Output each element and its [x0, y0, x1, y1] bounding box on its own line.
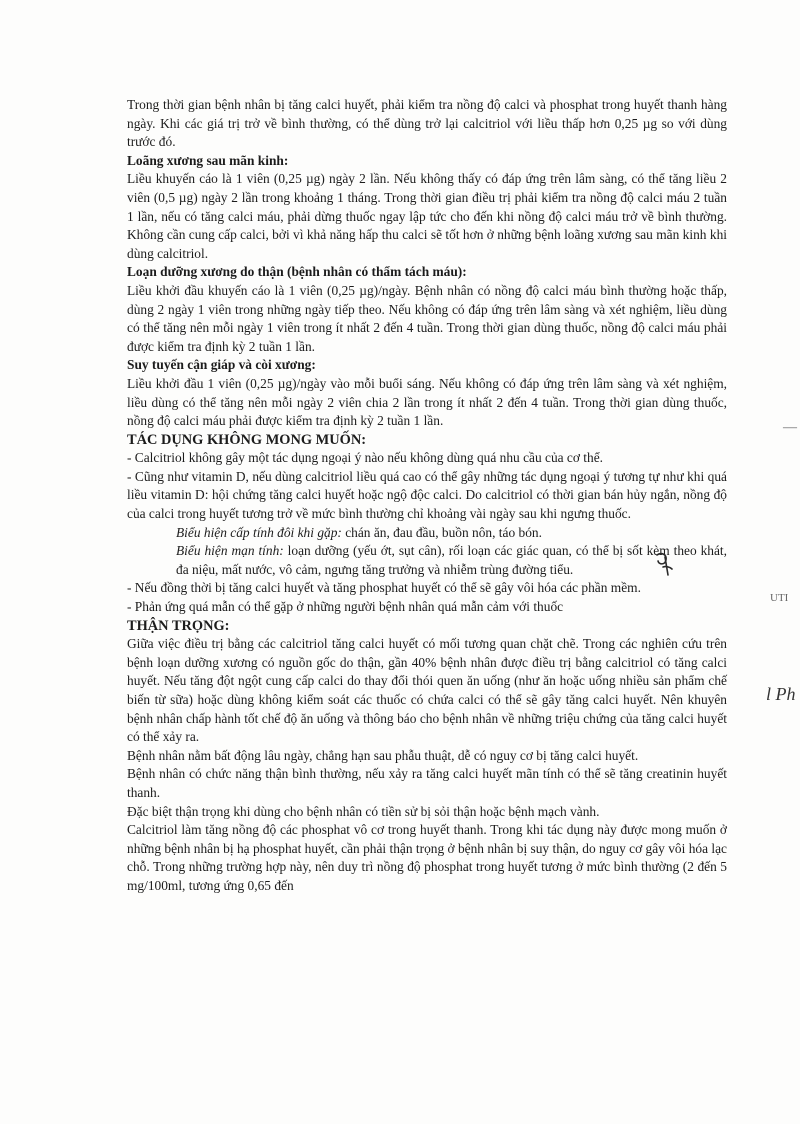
acute-symptoms-line: [127, 524, 727, 543]
document-page: [127, 96, 727, 896]
handwritten-check-mark: [652, 551, 674, 581]
acute-symptoms-text: chán ăn, đau đầu, buồn nôn, táo bón.: [341, 524, 542, 540]
adverse-effects-heading: TÁC DỤNG KHÔNG MONG MUỐN:: [127, 431, 367, 448]
chronic-symptoms-label: Biểu hiện mạn tính:: [176, 543, 284, 559]
osteoporosis-heading: Loãng xương sau mãn kinh:: [127, 152, 289, 168]
margin-mark: l Ph: [766, 684, 796, 704]
precautions-heading: THẬN TRỌNG:: [127, 617, 230, 634]
precaution-paragraph: Bệnh nhân có chức năng thận bình thường, nếu xảy ra tăng calci huyết mãn tính có thể sẽ tăng creatinin huyết thanh.: [127, 766, 727, 800]
precaution-paragraph: Calcitriol làm tăng nồng độ các phosphat vô cơ trong huyết thanh. Trong khi tác dụng này được mong muốn ở những bệnh nhân bị hạ phosphat huyết, cần phải thận trọng ở bệnh nhân bị suy thận, do nguy cơ gây vôi hóa lạc chỗ. Trong những trường hợp này, nên duy trì nồng độ phosphat trong huyết tương ở mức bình thường (2 đến 5 mg/100ml, tương ứng 0,65 đến: [127, 822, 727, 893]
renal-osteodystrophy-heading: Loạn dưỡng xương do thận (bệnh nhân có thẩm tách máu):: [127, 264, 467, 280]
adverse-effect-item: - Nếu đồng thời bị tăng calci huyết và tăng phosphat huyết có thể sẽ gây vôi hóa các phần mềm.: [127, 580, 641, 596]
intro-paragraph: Trong thời gian bệnh nhân bị tăng calci huyết, phải kiểm tra nồng độ calci và phosphat trong huyết thanh hàng ngày. Khi các giá trị trở về bình thường, có thể dùng trở lại calcitriol với liều thấp hơn 0,25 µg so với dùng trước đó.: [127, 97, 727, 150]
adverse-effect-item: - Calcitriol không gây một tác dụng ngoại ý nào nếu không dùng quá nhu cầu của cơ thể.: [127, 450, 604, 466]
margin-mark: —: [783, 420, 797, 435]
precaution-paragraph: Giữa việc điều trị bằng các calcitriol tăng calci huyết có mối tương quan chặt chẽ. Trong các nghiên cứu trên bệnh loạn dưỡng xương có nguồn gốc do thận, gần 40% bệnh nhân được điều trị bằng calcitriol có tăng calci huyết. Nếu tăng đột ngột cung cấp calci do thay đổi thói quen ăn uống (như ăn hoặc uống nhiều sản phẩm chế biến từ sữa) hoặc dùng không kiểm soát các thuốc có chứa calci có thể sẽ gây tăng calci huyết. Nên khuyên bệnh nhân chấp hành tốt chế độ ăn uống và thông báo cho bệnh nhân về những triệu chứng của tăng calci huyết có thể xảy ra.: [127, 636, 727, 745]
adverse-effect-item: - Cũng như vitamin D, nếu dùng calcitriol liều quá cao có thể gây những tác dụng ngoại ý tương tự như khi quá liều vitamin D: hội chứng tăng calci huyết hoặc ngộ độc calci. Do calcitriol có thời gian bán hủy ngắn, nồng độ của calci trong huyết tương trở về mức bình thường chỉ khoảng vài ngày sau khi ngưng thuốc.: [127, 468, 727, 522]
precaution-paragraph: Đặc biệt thận trọng khi dùng cho bệnh nhân có tiền sử bị sỏi thận hoặc bệnh mạch vành.: [127, 803, 600, 819]
acute-symptoms-label: Biểu hiện cấp tính đôi khi gặp:: [176, 524, 342, 540]
hypoparathyroidism-paragraph: Liều khởi đầu 1 viên (0,25 µg)/ngày vào mỗi buổi sáng. Nếu không có đáp ứng trên lâm sàng và xét nghiệm, liều dùng có thể tăng nên mỗi ngày 2 viên chia 2 lần trong ít nhất 2 đến 4 tuần. Trong thời gian dùng thuốc, nồng độ calci máu phải được kiểm tra định kỳ 2 tuần 1 lần.: [127, 375, 727, 429]
adverse-effect-item: - Phản ứng quá mẫn có thể gặp ở những người bệnh nhân quá mẫn cảm với thuốc: [127, 599, 564, 615]
renal-osteodystrophy-paragraph: Liều khởi đầu khuyến cáo là 1 viên (0,25 µg)/ngày. Bệnh nhân có nồng độ calci máu bình thường hoặc thấp, dùng 2 ngày 1 viên trong những ngày tiếp theo. Nếu không có đáp ứng trên lâm sàng và xét nghiệm, liều dùng có thể tăng nên mỗi ngày 1 viên trong ít nhất 2 đến 4 tuần. Trong thời gian dùng thuốc, nồng độ calci máu phải được kiểm tra định kỳ 2 tuần 1 lần.: [127, 282, 727, 354]
chronic-symptoms-line: [127, 542, 727, 579]
chronic-symptoms-text: loạn dưỡng (yếu ớt, sụt cân), rối loạn các giác quan, có thể bị sốt kèm theo khát, đa niệu, mất nước, vô cảm, ngưng tăng trưởng và nhiễm trùng đường tiểu.: [176, 543, 727, 577]
margin-mark: UTI: [770, 592, 789, 604]
hypoparathyroidism-heading: Suy tuyến cận giáp và còi xương:: [127, 357, 316, 373]
osteoporosis-paragraph: Liều khuyến cáo là 1 viên (0,25 µg) ngày 2 lần. Nếu không thấy có đáp ứng trên lâm sàng, có thể tăng liều 2 viên (0,5 µg) ngày 2 lần trong khoảng 1 tháng. Trong thời gian điều trị phải kiểm tra nồng độ calci máu 2 tuần 1 lần, nếu có tăng calci máu, phải dừng thuốc ngay lập tức cho đến khi nồng độ calci máu trở về bình thường. Không cần cung cấp calci, bởi vì khả năng hấp thu calci sẽ tốt hơn ở những bệnh loãng xương sau mãn kinh khi dùng calcitriol.: [127, 171, 727, 261]
precaution-paragraph: Bệnh nhân nằm bất động lâu ngày, chẳng hạn sau phẫu thuật, dễ có nguy cơ bị tăng calci huyết.: [127, 747, 639, 763]
